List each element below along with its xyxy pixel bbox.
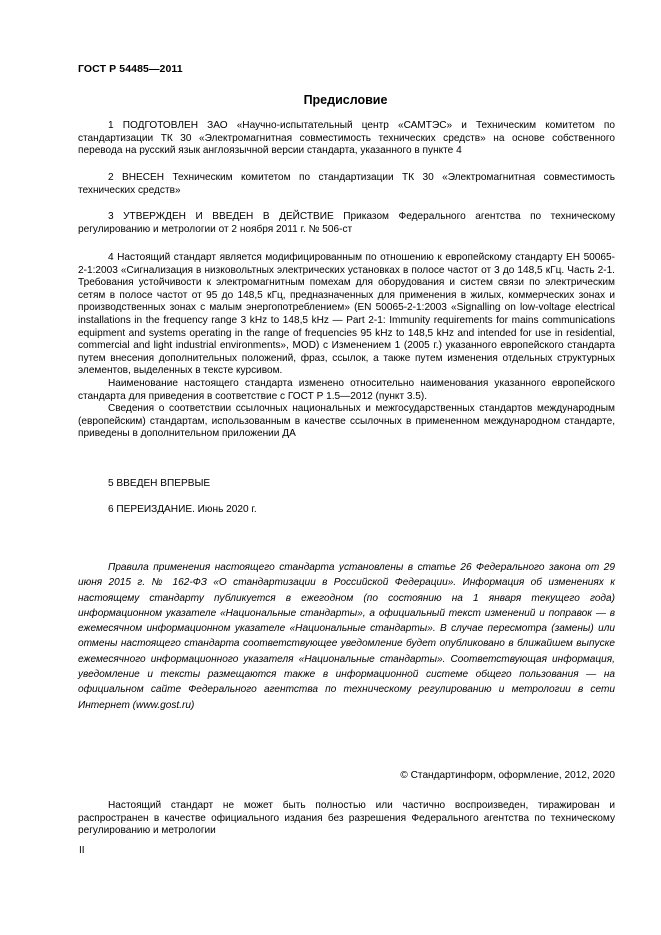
paragraph-text: 4 Настоящий стандарт является модифицированным по отношению к европейскому стандарту ЕН 50065-2-1:2003 «Сигнализация в низковольтных электрических установках в полосе частот от 3 до 148,5 кГц. Часть 2-1. Требования устойчивости к электромагнитным помехам для оборудования и систем связи по электрическим сетям в полосе частот от 95 до 148,5 кГц, предназначенных для применения в жилых, коммерческих зонах и производственных зонах с малым энергопотреблением» (EN 50065-2-1:2003 «Signalling on low-voltage electrical installations in the frequency range 3 kHz to 148,5 kHz — Part 2-1: Immunity requirements for mains communications equipment and systems operating in the range of frequencies 95 kHz to 148,5 kHz and intended for use in residential, commercial and light industrial environments», MOD) с Изменением 1 (2005 г.) указанного европейского стандарта путем внесения дополнительных положений, фраз, ссылок, а также путем изменения отдельных структурных элементов, выделенных в тексте курсивом. [78,252,615,377]
paragraph-text: 2 ВНЕСЕН Техническим комитетом по стандартизации ТК 30 «Электромагнитная совместимость технических средств» [78,172,615,196]
notice-text: Правила применения настоящего стандарта установлены в статье 26 Федерального закона от 29 июня 2015 г. № 162-ФЗ «О стандартизации в Российской Федерации». Информация об изменениях к настоящему стандарту публикуется в ежегодном (по состоянию на 1 января текущего года) информационном указателе «Национальные стандарты», а официальный текст изменений и поправок — в ежемесячном информационном указателе «Национальные стандарты». В случае пересмотра (замены) или отмены настоящего стандарта соответствующее уведомление будет опубликовано в ближайшем выпуске ежемесячного информационного указателя «Национальные стандарты». Соответствующая информация, уведомление и тексты размещаются также в информационной системе общего пользования — на официальном сайте Федерального агентства по техническому регулированию и метрологии в сети Интернет (www.gost.ru) [78,562,615,711]
paragraph-text: 1 ПОДГОТОВЛЕН ЗАО «Научно-испытательный центр «САМТЭС» и Техническим комитетом по стандартизации ТК 30 «Электромагнитная совместимость технических средств» на основе собственного перевода на русский язык англоязычной версии стандарта, указанного в пункте 4 [78,120,615,157]
paragraph-text: 5 ВВЕДЕН ВПЕРВЫЕ [108,478,211,489]
page-number: II [79,845,85,856]
copyright: © Стандартинформ, оформление, 2012, 2020 [400,770,615,781]
paragraph-text: Наименование настоящего стандарта изменено относительно наименования указанного европейского стандарта для приведения в соответствие с ГОСТ Р 1.5—2012 (пункт 3.5). [78,377,615,402]
paragraph-text: Сведения о соответствии ссылочных национальных и межгосударственных стандартов международным (европейским) стандартам, использованным в качестве ссылочных в примененном международном стандарте, приведены в дополнительном приложении ДА [78,403,615,440]
paragraph-1 [78,120,615,158]
paragraph-text: 6 ПЕРЕИЗДАНИЕ. Июнь 2020 г. [108,504,257,515]
paragraph-4 [78,252,615,441]
paragraph-3 [78,211,615,236]
paragraph-text: 3 УТВЕРЖДЕН И ВВЕДЕН В ДЕЙСТВИЕ Приказом Федерального агентства по техническому регулированию и метрологии от 2 ноября 2011 г. № 506-ст [78,211,615,235]
reproduction-notice [78,800,615,838]
paragraph-6 [78,504,615,517]
reproduction-text: Настоящий стандарт не может быть полностью или частично воспроизведен, тиражирован и распространен в качестве официального издания без разрешения Федерального агентства по техническому регулированию и метрологии [78,800,615,837]
paragraph-5 [78,478,615,491]
standard-usage-notice [78,560,615,713]
paragraph-2 [78,172,615,197]
document-number: ГОСТ Р 54485—2011 [78,63,183,75]
page-title: Предисловие [303,93,388,107]
